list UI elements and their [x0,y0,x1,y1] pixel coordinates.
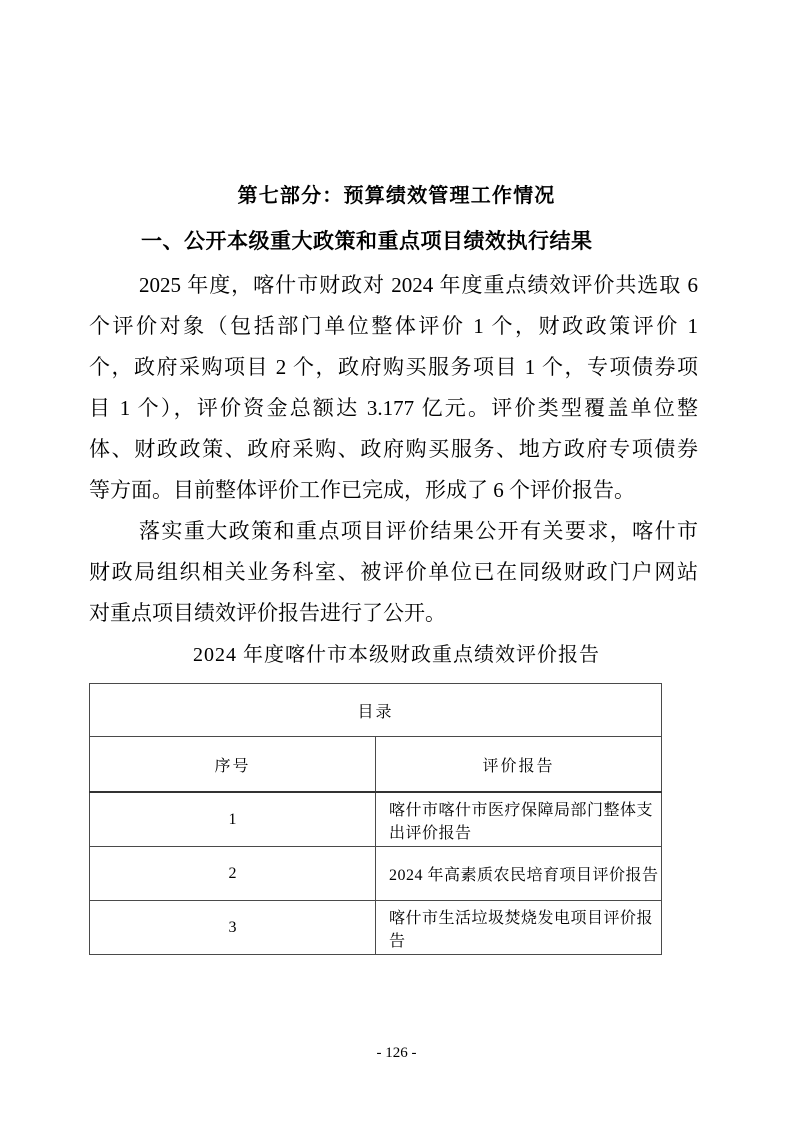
table-header-row [90,737,662,793]
paragraph-line: 体、财政政策、政府采购、政府购买服务、地方政府专项债券 [89,437,698,461]
column-header-report: 评价报告 [376,737,662,793]
row-number: 3 [90,901,376,955]
paragraph-line: 等方面。目前整体评价工作已完成，形成了 6 个评价报告。 [89,478,635,502]
paragraph-line: 个评价对象（包括部门单位整体评价 1 个，财政政策评价 1 [89,314,698,338]
paragraph-line: 目 1 个），评价资金总额达 3.177 亿元。评价类型覆盖单位整 [89,396,698,420]
paragraph-line: 2025 年度，喀什市财政对 2024 年度重点绩效评价共选取 6 [139,273,698,297]
paragraph-line: 落实重大政策和重点项目评价结果公开有关要求，喀什市 [139,519,698,543]
table-caption: 2024 年度喀什市本级财政重点绩效评价报告 [193,644,600,666]
column-header-no: 序号 [90,737,376,793]
table-row [90,901,662,955]
paragraph-line: 个，政府采购项目 2 个，政府购买服务项目 1 个，专项债券项 [89,355,698,379]
table-group-header-row [90,684,662,737]
row-number: 1 [90,792,376,847]
paragraph-line: 财政局组织相关业务科室、被评价单位已在同级财政门户网站 [89,560,698,584]
paragraph-2 [89,511,698,634]
table-row [90,792,662,847]
paragraph-1 [89,265,698,511]
row-number: 2 [90,847,376,901]
page-title: 第七部分：预算绩效管理工作情况 [237,185,556,207]
section-heading: 一、公开本级重大政策和重点项目绩效执行结果 [141,229,593,253]
evaluation-report-table [89,683,662,955]
table-group-header: 目录 [90,684,662,737]
row-report-title: 喀什市喀什市医疗保障局部门整体支出评价报告 [376,792,662,847]
table-row [90,847,662,901]
page-number: - 126 - [376,1045,417,1061]
paragraph-line: 对重点项目绩效评价报告进行了公开。 [89,601,446,625]
row-report-title: 喀什市生活垃圾焚烧发电项目评价报告 [376,901,662,955]
row-report-title: 2024 年高素质农民培育项目评价报告 [376,847,662,901]
